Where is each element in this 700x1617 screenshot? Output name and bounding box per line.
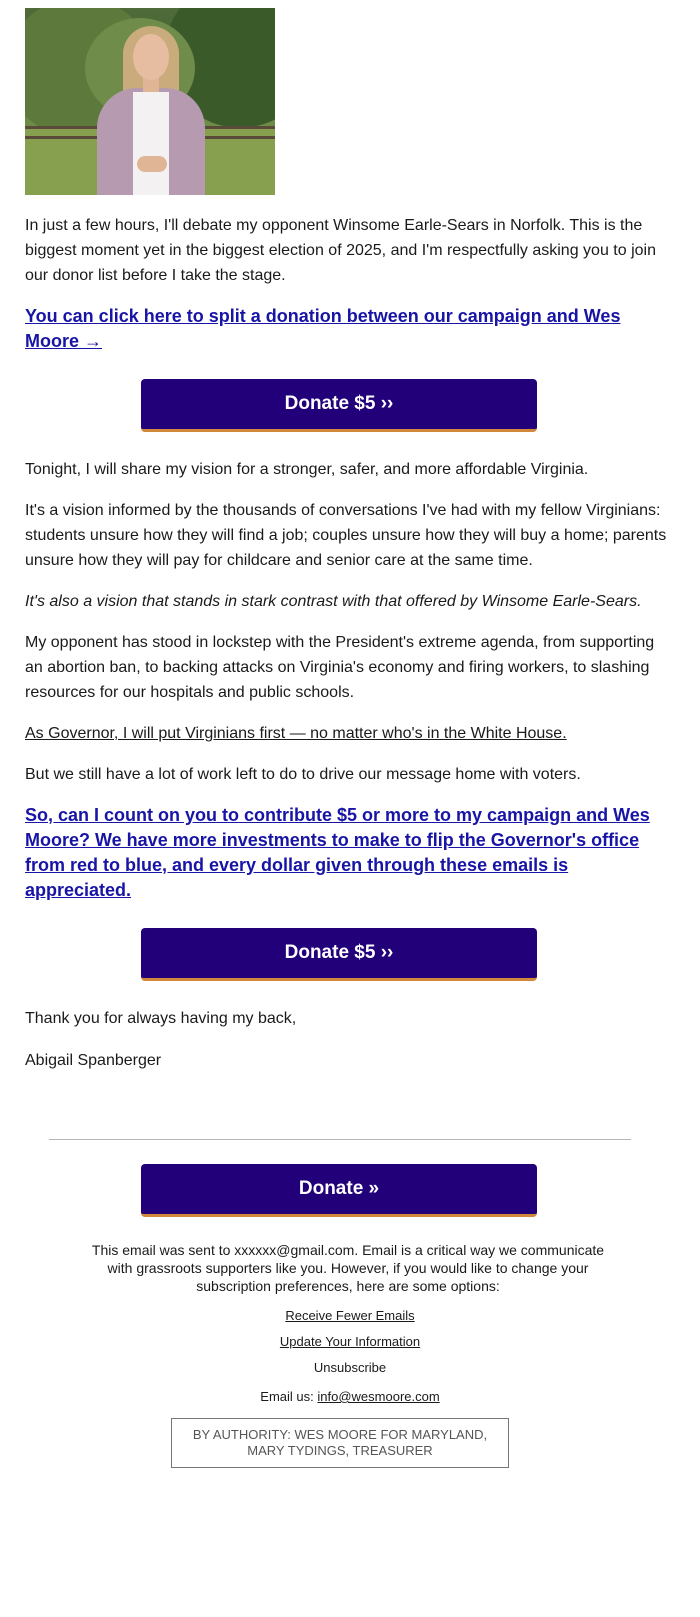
email-us-address-link[interactable]: info@wesmoore.com	[317, 1389, 440, 1404]
email-body	[25, 8, 675, 1468]
contrast-paragraph: It's also a vision that stands in stark contrast with that offered by Winsome Earle-Sears.	[25, 593, 642, 610]
email-us-label: Email us:	[260, 1389, 314, 1404]
authority-line-2: MARY TYDINGS, TREASURER	[247, 1443, 433, 1458]
authority-line-1: BY AUTHORITY: WES MOORE FOR MARYLAND,	[192, 1427, 488, 1442]
governor-paragraph: As Governor, I will put Virginians first — no matter who's in the White House.	[25, 725, 567, 742]
donate-5-button-bottom[interactable]: Donate $5 ››	[141, 928, 537, 981]
signature: Abigail Spanberger	[25, 1052, 162, 1069]
footer-donate-button[interactable]: Donate »	[141, 1164, 537, 1217]
footer-notice: This email was sent to xxxxxx@gmail.com. Email is a critical way we communicate with grassroots supporters like you. However, if you would like to change your subscription preferences, here are some options:	[91, 1242, 605, 1294]
split-donation-link[interactable]: You can click here to split a donation between our campaign and Wes Moore →	[25, 306, 621, 351]
donate-5-button-top[interactable]: Donate $5 ››	[141, 379, 537, 432]
unsubscribe-link[interactable]: Unsubscribe	[313, 1360, 387, 1375]
footer-divider	[49, 1139, 631, 1140]
thanks-paragraph: Thank you for always having my back,	[25, 1010, 297, 1027]
intro-paragraph: In just a few hours, I'll debate my opponent Winsome Earle-Sears in Norfolk. This is the biggest moment yet in the biggest election of 2025, and I'm respectfully asking you to join our donor list before I take the stage.	[25, 217, 656, 284]
email-us-line	[25, 1389, 675, 1405]
tonight-paragraph: Tonight, I will share my vision for a stronger, safer, and more affordable Virginia.	[25, 461, 589, 478]
contribute-ask-link[interactable]: So, can I count on you to contribute $5 or more to my campaign and Wes Moore? We have more investments to make to flip the Governor's office from red to blue, and every dollar given through these emails is appreciated.	[25, 805, 650, 900]
vision-paragraph: It's a vision informed by the thousands of conversations I've had with my fellow Virginians: students unsure how they will find a job; couples unsure how they will buy a home; parents unsure how they will pay for childcare and senior care at the same time.	[25, 502, 667, 569]
candidate-photo	[25, 8, 275, 195]
work-paragraph: But we still have a lot of work left to do to drive our message home with voters.	[25, 766, 581, 783]
authority-disclaimer	[171, 1418, 509, 1468]
opponent-paragraph: My opponent has stood in lockstep with the President's extreme agenda, from supporting an abortion ban, to backing attacks on Virginia's economy and firing workers, to slashing resources for our hospitals and public schools.	[25, 634, 655, 701]
receive-fewer-emails-link[interactable]: Receive Fewer Emails	[285, 1308, 415, 1323]
update-information-link[interactable]: Update Your Information	[279, 1334, 421, 1349]
